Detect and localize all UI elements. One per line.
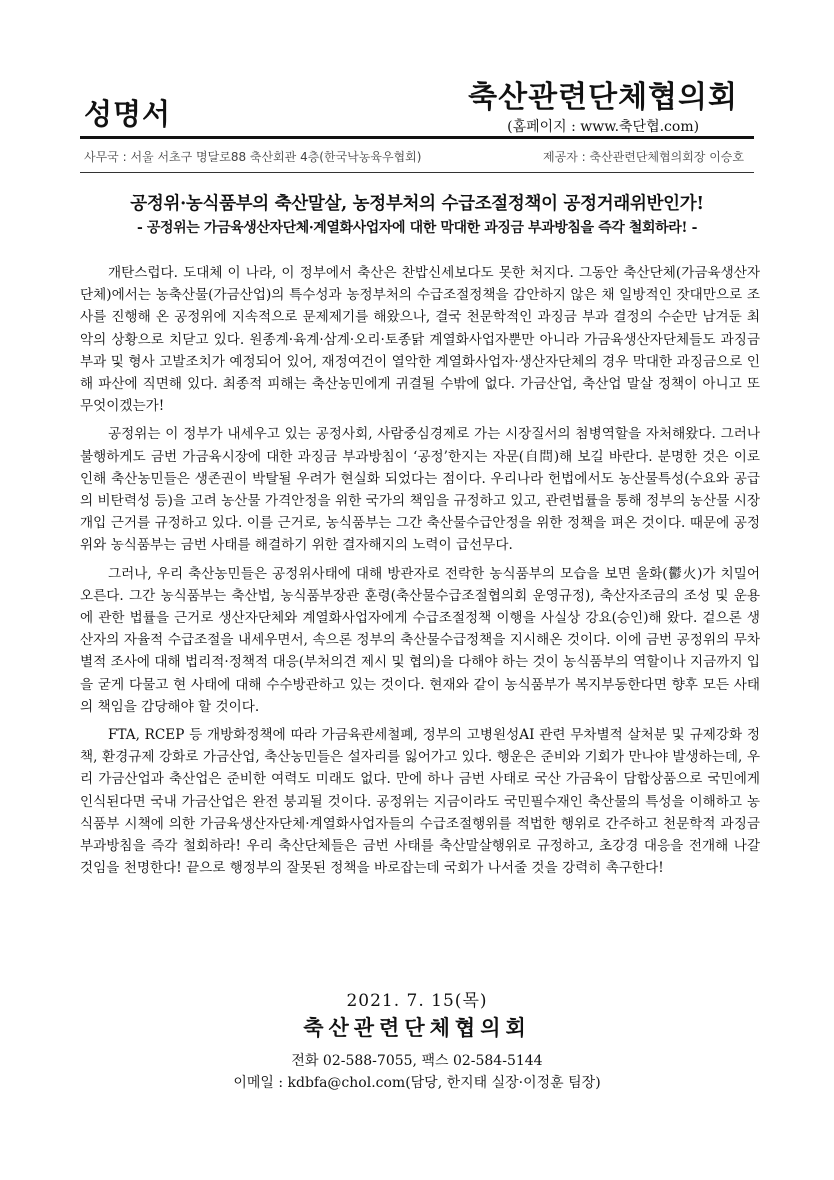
office-address: 사무국 : 서울 서초구 명달로88 축산회관 4층(한국낙농육우협회): [84, 150, 422, 164]
statement-body: [80, 262, 760, 885]
statement-title: 공정위·농식품부의 축산말살, 농정부처의 수급조절정책이 공정거래위반인가!: [130, 194, 704, 214]
body-paragraph: FTA, RCEP 등 개방화정책에 따라 가금육관세철폐, 정부의 고병원성AI 관련 무차별적 살처분 및 규제강화 정책, 환경규제 강화로 가금산업, 축산농민들은 설자리를 잃어가고 있다. 행운은 준비와 기회가 만나야 발생하는데, 우리 가금산업과 축산업은 준비한 여력도 미래도 없다. 만에 하나 금번 사태로 국산 가금육이 담합상품으로 국민에게 인식된다면 국내 가금산업은 완전 붕괴될 것이다. 공정위는 지금이라도 국민필수재인 축산물의 특성을 이해하고 농식품부 시책에 의한 가금육생산자단체·계열화사업자들의 수급조절행위를 적법한 행위로 간주하고 천문학적 과징금 부과방침을 즉각 철회하라! 우리 축산단체들은 금번 사태를 축산말살행위로 규정하고, 초강경 대응을 전개해 나갈 것임을 천명한다! 끝으로 행정부의 잘못된 정책을 바로잡는데 국회가 나서줄 것을 강력히 촉구한다!: [80, 727, 760, 877]
contact-email[interactable]: 이메일 : kdbfa@chol.com(담당, 한지태 실장·이정훈 팀장): [233, 1075, 601, 1091]
header-organization-name: 축산관련단체협의회: [468, 80, 738, 115]
body-paragraph: 개탄스럽다. 도대체 이 나라, 이 정부에서 축산은 찬밥신세보다도 못한 처지다. 그동안 축산단체(가금육생산자단체)에서는 농축산물(가금산업)의 특수성과 농정부처의 수급조절정책을 감안하지 않은 채 일방적인 잣대만으로 조사를 진행해 온 공정위에 지속적으로 문제제기를 해왔으나, 결국 천문학적인 과징금 부과 결정의 수순만 남겨둔 최악의 상황으로 치닫고 있다. 원종계·육계·삼계·오리·토종닭 계열화사업자뿐만 아니라 가금육생산자단체들도 과징금부과 및 형사 고발조치가 예정되어 있어, 재정여건이 열악한 계열화사업자·생산자단체의 경우 막대한 과징금으로 인해 파산에 직면해 있다. 최종적 피해는 축산농민에게 귀결될 수밖에 없다. 가금산업, 축산업 말살 정책이 아니고 또 무엇이겠는가!: [80, 265, 760, 415]
document-type-label: 성명서: [84, 97, 172, 131]
meta-line: [84, 148, 744, 165]
footer-organization-name: 축산관련단체협의회: [303, 1016, 531, 1040]
homepage-link[interactable]: (홈페이지 : www.축단협.com): [507, 119, 700, 135]
header-divider-thin: [80, 172, 754, 173]
header-divider-thick: [80, 136, 754, 139]
provider-info: 제공자 : 축산관련단체협의회장 이승호: [543, 150, 744, 164]
header-organization-block: [468, 80, 738, 136]
statement-date: 2021. 7. 15(목): [346, 991, 488, 1011]
contact-phone-fax: 전화 02-588-7055, 팩스 02-584-5144: [291, 1053, 543, 1069]
statement-subtitle: - 공정위는 가금육생산자단체·계열화사업자에 대한 막대한 과징금 부과방침을 즉각 철회하라! -: [136, 220, 698, 236]
body-paragraph: 그러나, 우리 축산농민들은 공정위사태에 대해 방관자로 전락한 농식품부의 모습을 보면 울화(鬱火)가 치밀어 오른다. 그간 농식품부는 축산법, 농식품부장관 훈령(축산물수급조절협의회 운영규정), 축산자조금의 조성 및 운용에 관한 법률을 근거로 생산자단체와 계열화사업자에게 수급조절정책 이행을 사실상 강요(승인)해 왔다. 겉으론 생산자의 자율적 수급조절을 내세우면서, 속으론 정부의 축산물수급정책을 지시해온 것이다. 이에 금번 공정위의 무차별적 조사에 대해 법리적·정책적 대응(부처의견 제시 및 협의)을 다해야 하는 것이 농식품부의 역할이나 지금까지 입을 굳게 다물고 현 사태에 대해 수수방관하고 있는 것이다. 현재와 같이 농식품부가 복지부동한다면 향후 모든 사태의 책임을 감당해야 할 것이다.: [80, 565, 760, 715]
body-paragraph: 공정위는 이 정부가 내세우고 있는 공정사회, 사람중심경제로 가는 시장질서의 첨병역할을 자처해왔다. 그러나 불행하게도 금번 가금육시장에 대한 과징금 부과방침이 ‘공정’한지는 자문(自問)해 보길 바란다. 분명한 것은 이로 인해 축산농민들은 생존권이 박탈될 우려가 현실화 되었다는 점이다. 우리나라 헌법에서도 농산물특성(수요와 공급의 비탄력성 등)을 고려 농산물 가격안정을 위한 국가의 책임을 규정하고 있고, 관련법률을 통해 정부의 농산물 시장개입 근거를 규정하고 있다. 이를 근거로, 농식품부는 그간 축산물수급안정을 위한 정책을 펴온 것이다. 때문에 공정위와 농식품부는 금번 사태를 해결하기 위한 결자해지의 노력이 급선무다.: [80, 426, 760, 554]
